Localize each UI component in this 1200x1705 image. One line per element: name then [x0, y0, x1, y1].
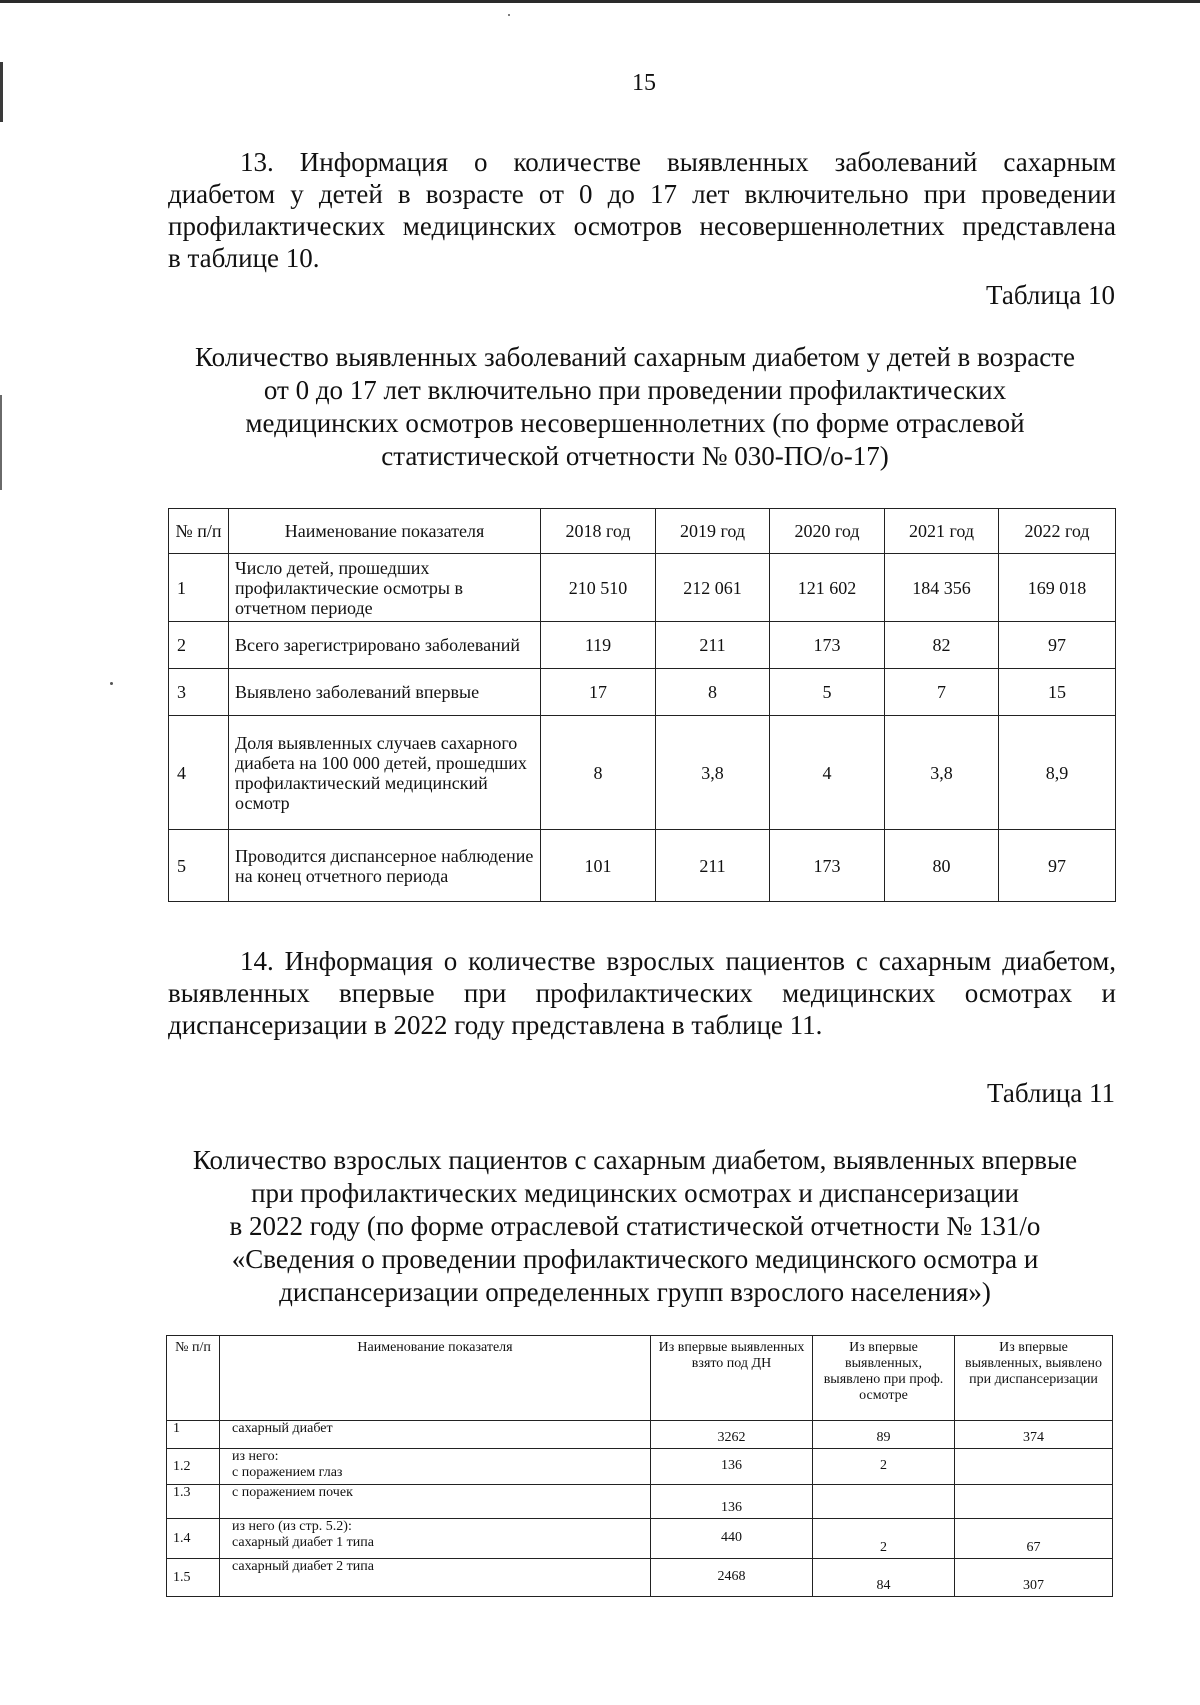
header-cell: Из впервые выявленных, выявлено при проф. осмотре [813, 1336, 955, 1421]
table-cell: 8 [541, 716, 656, 830]
table-cell: 3262 [651, 1421, 813, 1449]
table-cell: 440 [651, 1519, 813, 1559]
section-14-paragraph [168, 945, 1116, 1041]
header-cell: № п/п [169, 509, 229, 554]
row-number: 1 [169, 554, 229, 622]
table-cell: 136 [651, 1449, 813, 1485]
table-cell [955, 1485, 1113, 1519]
table-cell: 307 [955, 1559, 1113, 1597]
row-label: Число детей, прошедших профилактические осмотры в отчетном периоде [229, 554, 541, 622]
table-cell: 2468 [651, 1559, 813, 1597]
table-cell: 101 [541, 830, 656, 902]
table-11 [166, 1335, 1113, 1597]
caption-line: от 0 до 17 лет включительно при проведении профилактических [263, 375, 1007, 405]
table-cell: 2 [813, 1449, 955, 1485]
table-10 [168, 508, 1116, 902]
table-cell: 136 [651, 1485, 813, 1519]
table-11-label: Таблица 11 [987, 1078, 1115, 1108]
header-cell: 2022 год [999, 509, 1116, 554]
table-cell: 17 [541, 669, 656, 716]
paragraph-line: диспансеризации в 2022 году представлена в таблице 11. [168, 1010, 823, 1040]
table-cell: 82 [885, 622, 999, 669]
table-row [167, 1485, 1113, 1519]
table-11-caption [150, 1144, 1120, 1309]
table-row [167, 1449, 1113, 1485]
row-label: сахарный диабет 2 типа [220, 1559, 651, 1597]
table-header-row [167, 1336, 1113, 1421]
header-cell: 2020 год [770, 509, 885, 554]
paragraph-line: в таблице 10. [168, 243, 320, 273]
paragraph-line: диабетом у детей в возрасте от 0 до 17 лет включительно при проведении [168, 179, 1116, 209]
table-cell [813, 1485, 955, 1519]
row-label: Проводится диспансерное наблюдение на конец отчетного периода [229, 830, 541, 902]
row-number: 3 [169, 669, 229, 716]
table-cell: 3,8 [656, 716, 770, 830]
table-cell: 3,8 [885, 716, 999, 830]
row-number: 1.3 [167, 1485, 220, 1519]
row-label: Доля выявленных случаев сахарного диабета на 100 000 детей, прошедших профилактический медицинский осмотр [229, 716, 541, 830]
caption-line: медицинских осмотров несовершеннолетних (по форме отраслевой [245, 408, 1025, 438]
scan-speck [110, 682, 113, 685]
header-cell: Из впервые выявленных взято под ДН [651, 1336, 813, 1421]
table-cell: 97 [999, 830, 1116, 902]
table-cell: 211 [656, 622, 770, 669]
table-row [167, 1421, 1113, 1449]
header-cell: 2019 год [656, 509, 770, 554]
table-cell: 8,9 [999, 716, 1116, 830]
table-cell: 97 [999, 622, 1116, 669]
scan-speck [508, 14, 510, 16]
caption-line: диспансеризации определенных групп взрослого населения») [279, 1277, 991, 1307]
scan-edge [0, 395, 2, 490]
table-cell: 374 [955, 1421, 1113, 1449]
header-cell: Из впервые выявленных, выявлено при диспансеризации [955, 1336, 1113, 1421]
paragraph-line: профилактических медицинских осмотров несовершеннолетних представлена [168, 211, 1116, 241]
table-cell [955, 1449, 1113, 1485]
table-cell: 173 [770, 622, 885, 669]
caption-line: Количество выявленных заболеваний сахарным диабетом у детей в возрасте [194, 342, 1076, 372]
caption-line: в 2022 году (по форме отраслевой статистической отчетности № 131/о [229, 1211, 1041, 1241]
table-10-label: Таблица 10 [986, 280, 1115, 310]
row-label: Выявлено заболеваний впервые [229, 669, 541, 716]
row-number: 5 [169, 830, 229, 902]
table-row [169, 830, 1116, 902]
row-number: 1 [167, 1421, 220, 1449]
header-cell: № п/п [167, 1336, 220, 1421]
caption-line: «Сведения о проведении профилактического медицинского осмотра и [231, 1244, 1039, 1274]
row-label: из него: с поражением глаз [220, 1449, 651, 1485]
table-row [167, 1519, 1113, 1559]
table-cell: 80 [885, 830, 999, 902]
table-cell: 184 356 [885, 554, 999, 622]
caption-line: при профилактических медицинских осмотрах и диспансеризации [251, 1178, 1019, 1208]
page-number: 15 [632, 70, 656, 96]
header-cell: 2021 год [885, 509, 999, 554]
paragraph-line: 13. Информация о количестве выявленных заболеваний сахарным [240, 147, 1116, 177]
header-cell: Наименование показателя [220, 1336, 651, 1421]
scan-edge [0, 0, 1200, 3]
header-cell: 2018 год [541, 509, 656, 554]
table-cell: 169 018 [999, 554, 1116, 622]
table-row [169, 554, 1116, 622]
table-cell: 67 [955, 1519, 1113, 1559]
table-row [167, 1559, 1113, 1597]
table-cell: 121 602 [770, 554, 885, 622]
row-number: 4 [169, 716, 229, 830]
table-row [169, 622, 1116, 669]
paragraph-line: выявленных впервые при профилактических медицинских осмотрах и [168, 978, 1116, 1008]
row-label: из него (из стр. 5.2): сахарный диабет 1 типа [220, 1519, 651, 1559]
section-13-paragraph [168, 146, 1116, 274]
table-cell: 15 [999, 669, 1116, 716]
table-cell: 7 [885, 669, 999, 716]
table-cell: 8 [656, 669, 770, 716]
row-number: 2 [169, 622, 229, 669]
table-row [169, 669, 1116, 716]
row-label: сахарный диабет [220, 1421, 651, 1449]
table-cell: 5 [770, 669, 885, 716]
table-cell: 211 [656, 830, 770, 902]
table-cell: 2 [813, 1519, 955, 1559]
paragraph-line: 14. Информация о количестве взрослых пациентов с сахарным диабетом, [240, 946, 1116, 976]
header-cell: Наименование показателя [229, 509, 541, 554]
row-label: с поражением почек [220, 1485, 651, 1519]
table-cell: 89 [813, 1421, 955, 1449]
row-number: 1.4 [167, 1519, 220, 1559]
row-number: 1.5 [167, 1559, 220, 1597]
caption-line: статистической отчетности № 030-ПО/о-17) [381, 441, 889, 471]
table-cell: 212 061 [656, 554, 770, 622]
table-row [169, 716, 1116, 830]
table-cell: 4 [770, 716, 885, 830]
table-header-row [169, 509, 1116, 554]
table-cell: 84 [813, 1559, 955, 1597]
row-number: 1.2 [167, 1449, 220, 1485]
table-10-caption [150, 341, 1120, 473]
table-cell: 119 [541, 622, 656, 669]
row-label: Всего зарегистрировано заболеваний [229, 622, 541, 669]
table-cell: 210 510 [541, 554, 656, 622]
table-cell: 173 [770, 830, 885, 902]
caption-line: Количество взрослых пациентов с сахарным диабетом, выявленных впервые [192, 1145, 1078, 1175]
